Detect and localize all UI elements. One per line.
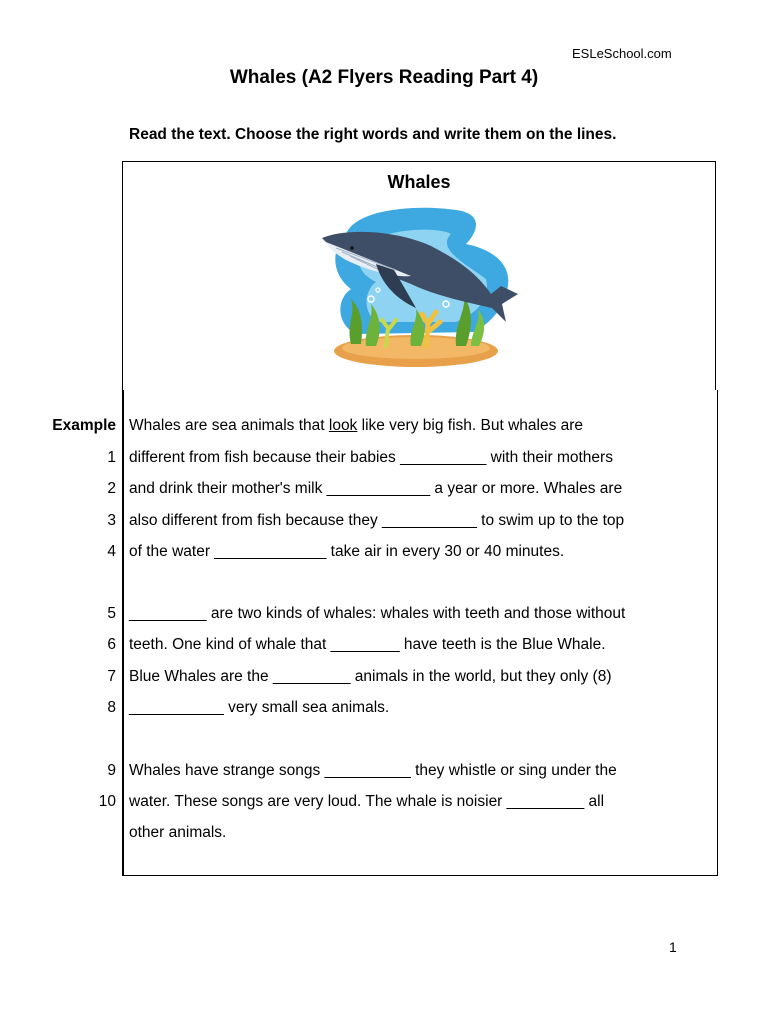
page-title: Whales (A2 Flyers Reading Part 4) [229,67,539,88]
text-line: ___________ very small sea animals. [129,699,390,716]
text-line: teeth. One kind of whale that ________ have teeth is the Blue Whale. [129,636,606,653]
line-number: 2 [107,480,116,497]
line-number: 4 [107,543,116,560]
example-answer: look [328,417,358,434]
line-number: 5 [107,605,116,622]
text-line: _________ are two kinds of whales: whales with teeth and those without [129,605,626,622]
text-line: other animals. [129,824,227,841]
text-line: Whales have strange songs __________ they whistle or sing under the [129,762,617,779]
text-line: water. These songs are very loud. The whale is noisier _________ all [129,793,605,810]
text-line: different from fish because their babies __________ with their mothers [129,449,613,466]
line-number: 7 [107,668,116,685]
instructions: Read the text. Choose the right words and write them on the lines. [129,126,617,143]
line-number: 9 [107,762,116,779]
line-number: 1 [107,449,116,466]
text-line: Blue Whales are the _________ animals in the world, but they only (8) [129,668,612,685]
text-line: also different from fish because they ___________ to swim up to the top [129,512,625,529]
site-name: ESLeSchool.com [572,46,672,61]
box-title: Whales [387,172,451,192]
text-line: of the water _____________ take air in every 30 or 40 minutes. [129,543,565,560]
text-line: and drink their mother's milk ____________ a year or more. Whales are [129,480,623,497]
line-number: 10 [98,793,116,810]
line-number: 3 [107,512,116,529]
text-line: Whales are sea animals that look like very big fish. But whales are [129,417,584,434]
line-number: Example [52,417,116,434]
line-number: 6 [107,636,116,653]
page-number: 1 [669,939,677,955]
line-number: 8 [107,699,116,716]
whale-illustration [316,204,522,372]
